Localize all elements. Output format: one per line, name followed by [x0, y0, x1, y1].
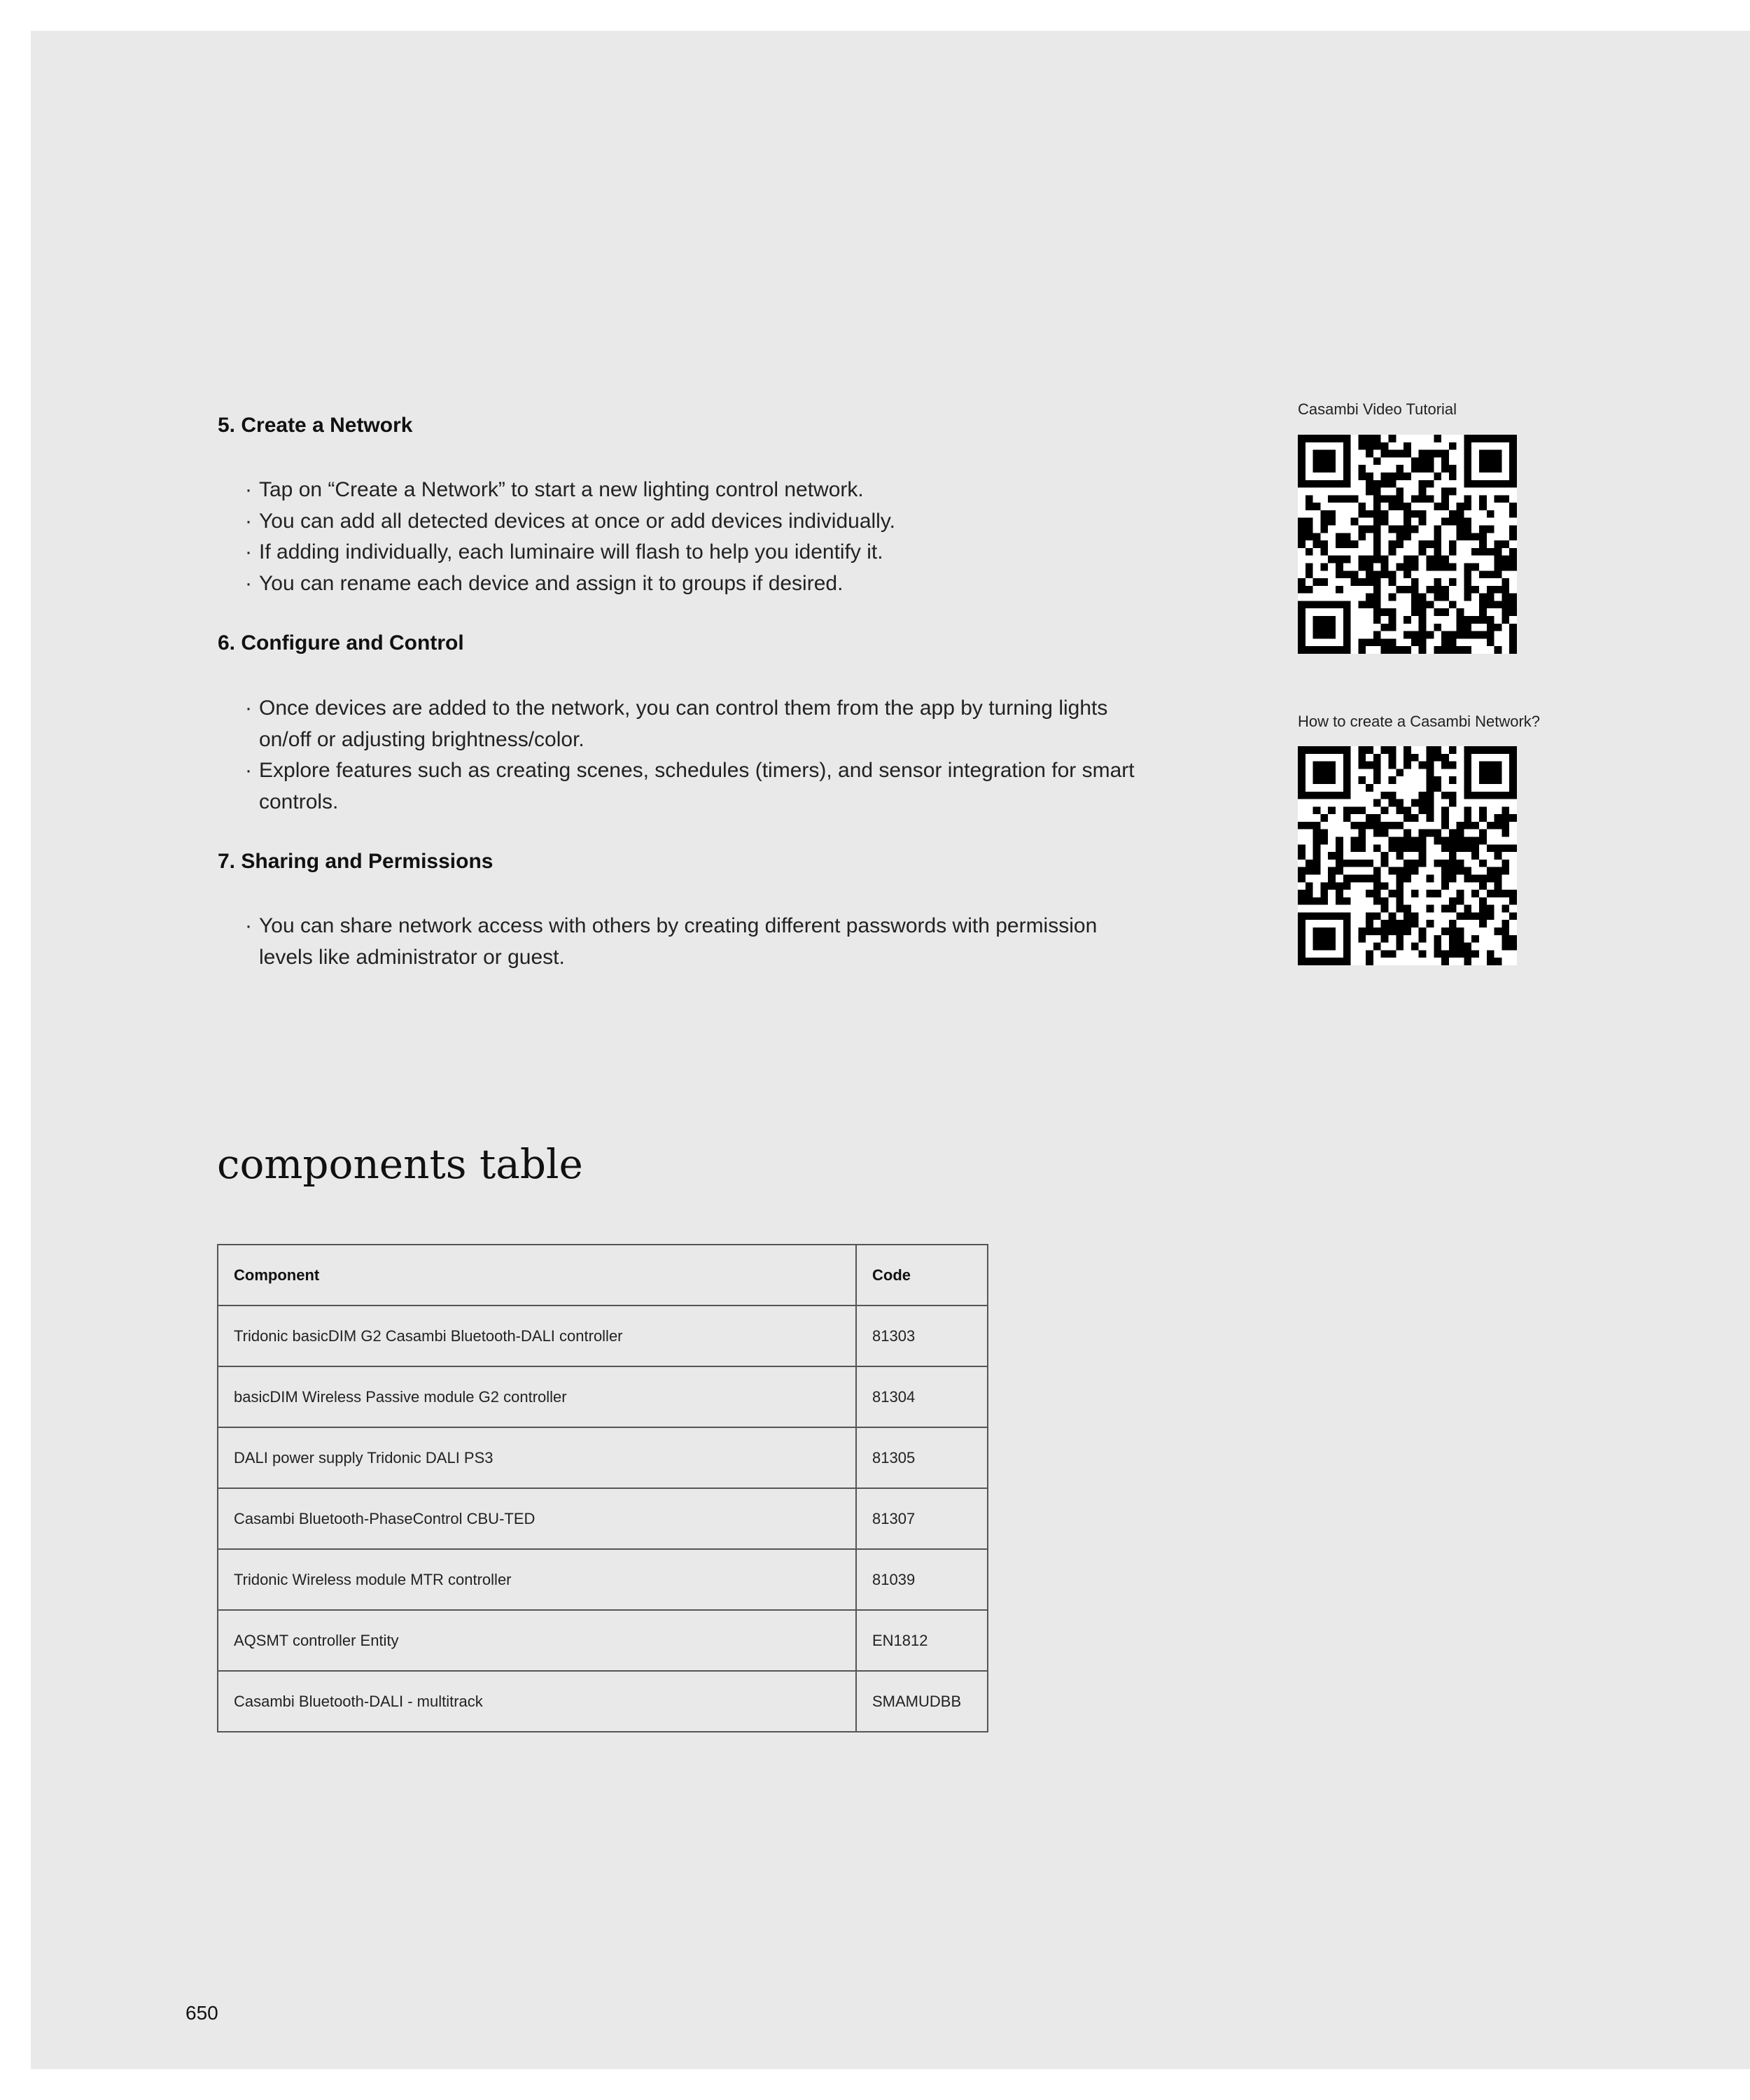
component-cell: Tridonic basicDIM G2 Casambi Bluetooth-DALI controller — [218, 1306, 856, 1366]
component-cell: Casambi Bluetooth-DALI - multitrack — [218, 1671, 856, 1732]
qr-code-create-network-icon[interactable] — [1298, 746, 1517, 965]
table-row — [218, 1610, 988, 1671]
component-cell: Casambi Bluetooth-PhaseControl CBU-TED — [218, 1488, 856, 1549]
table-row — [218, 1306, 988, 1366]
column-header-code: Code — [856, 1245, 988, 1306]
list-item: · Once devices are added to the network, you can control them from the app by turning lights on/off or adjusting brightness/color. — [246, 693, 1156, 755]
section-title-configure-control: 6. Configure and Control — [218, 631, 464, 654]
components-table — [217, 1244, 988, 1732]
code-cell: 81305 — [856, 1427, 988, 1488]
code-cell: 81307 — [856, 1488, 988, 1549]
component-cell: Tridonic Wireless module MTR controller — [218, 1549, 856, 1610]
section-title-create-network: 5. Create a Network — [218, 414, 413, 437]
list-item: · If adding individually, each luminaire will flash to help you identify it. — [246, 537, 1156, 568]
code-cell: 81039 — [856, 1549, 988, 1610]
table-row — [218, 1549, 988, 1610]
qr-caption-create-network: How to create a Casambi Network? — [1298, 713, 1541, 730]
list-item: · Tap on “Create a Network” to start a new lighting control network. — [246, 475, 1156, 506]
code-cell: SMAMUDBB — [856, 1671, 988, 1732]
page-number: 650 — [186, 2002, 218, 2024]
bullet-list-configure-control — [246, 693, 1156, 818]
bullet-list-sharing-permissions — [246, 911, 1156, 973]
table-row — [218, 1427, 988, 1488]
table-row — [218, 1671, 988, 1732]
table-row — [218, 1488, 988, 1549]
qr-caption-video-tutorial: Casambi Video Tutorial — [1298, 400, 1457, 418]
components-heading: components table — [217, 1140, 583, 1188]
list-item: · You can add all detected devices at once or add devices individually. — [246, 506, 1156, 538]
qr-code-video-tutorial-icon[interactable] — [1298, 435, 1517, 654]
bullet-list-create-network — [246, 475, 1156, 599]
list-item: · Explore features such as creating scenes, schedules (timers), and sensor integration for smart controls. — [246, 755, 1156, 818]
component-cell: DALI power supply Tridonic DALI PS3 — [218, 1427, 856, 1488]
table-row — [218, 1366, 988, 1427]
list-item: · You can rename each device and assign it to groups if desired. — [246, 568, 1156, 600]
code-cell: 81303 — [856, 1306, 988, 1366]
code-cell: 81304 — [856, 1366, 988, 1427]
section-title-sharing-permissions: 7. Sharing and Permissions — [218, 850, 493, 873]
table-header-row — [218, 1245, 988, 1306]
component-cell: basicDIM Wireless Passive module G2 controller — [218, 1366, 856, 1427]
page — [31, 31, 1750, 2069]
code-cell: EN1812 — [856, 1610, 988, 1671]
component-cell: AQSMT controller Entity — [218, 1610, 856, 1671]
list-item: · You can share network access with others by creating different passwords with permission levels like administrator or guest. — [246, 911, 1156, 973]
column-header-component: Component — [218, 1245, 856, 1306]
